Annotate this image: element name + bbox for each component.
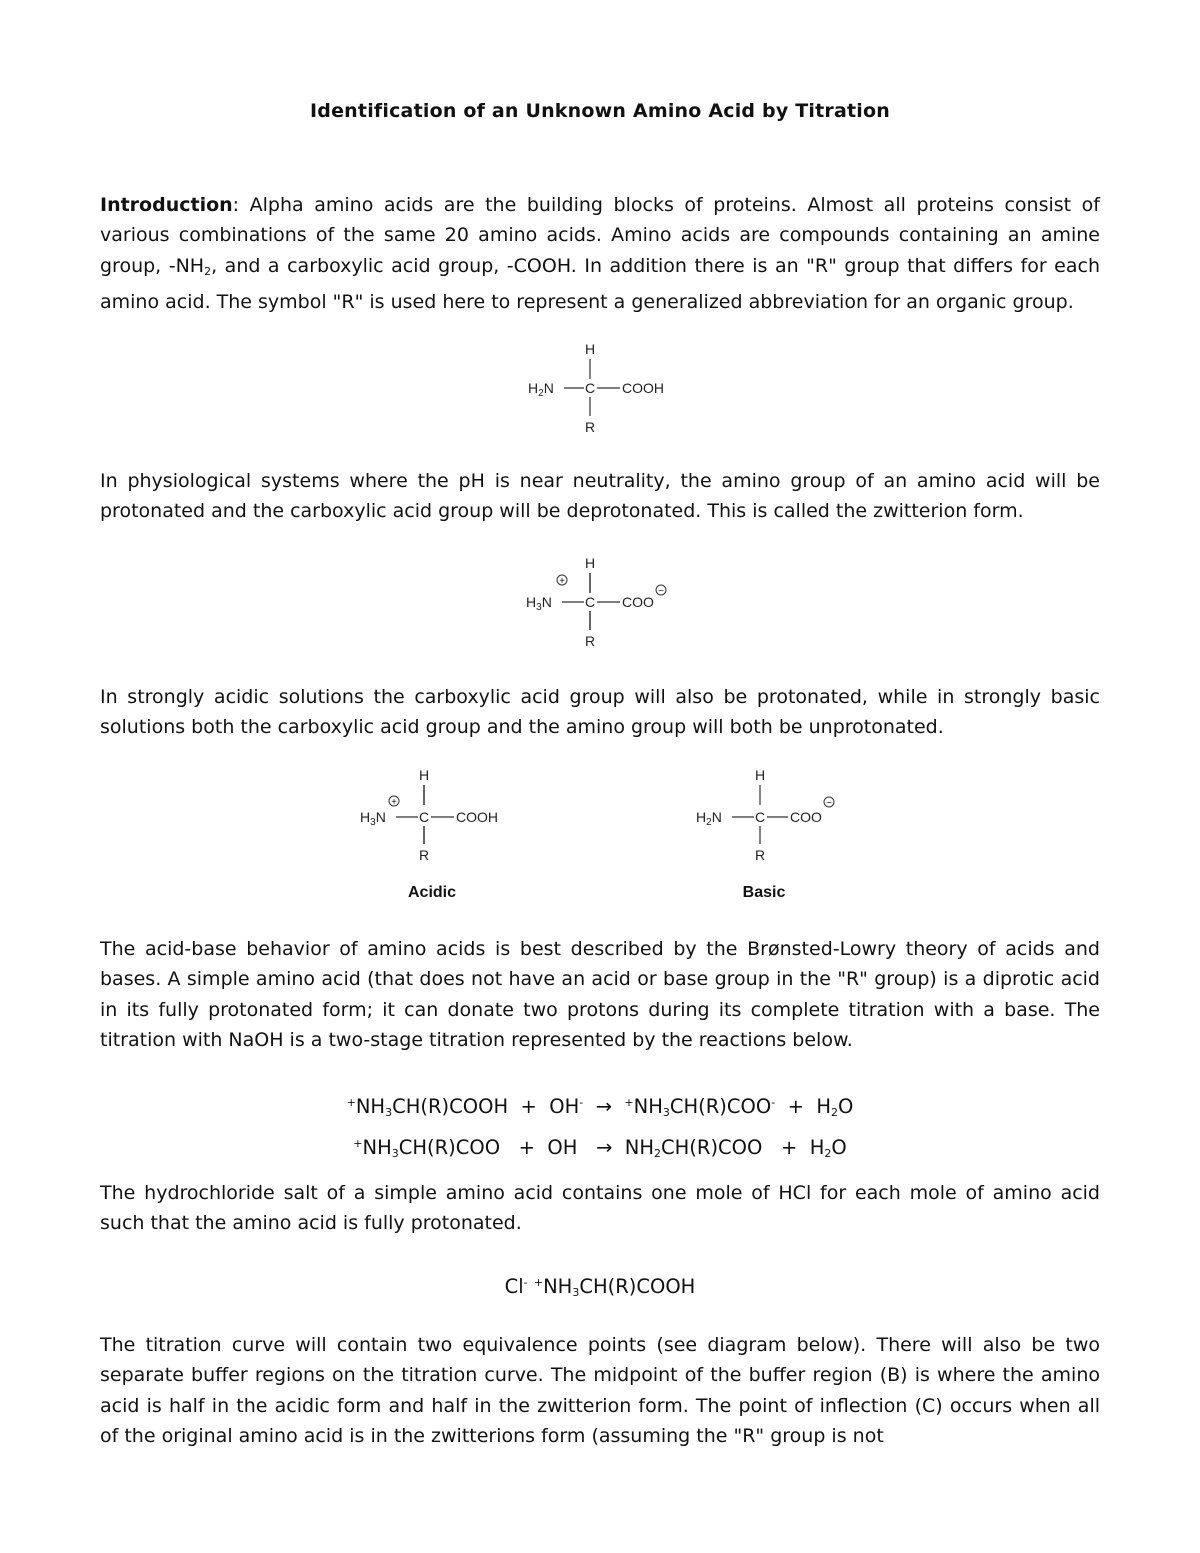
- generic-r-label: R: [584, 419, 596, 435]
- intro-text-1: : Alpha amino acids are the building blocks of proteins. Almost all proteins consist of various combinations of the same 20 amino acids. Amino acids are compounds containing an amine group, -NH: [100, 194, 1100, 277]
- basic-structure: [690, 764, 860, 864]
- acidic-right-label: COOH: [456, 809, 498, 825]
- page-title: Identification of an Unknown Amino Acid by Titration: [310, 100, 890, 122]
- zwitterion-right-charge: −: [658, 586, 664, 597]
- acidic-r-label: R: [418, 847, 430, 863]
- intro-nh2-subscript: 2: [204, 264, 212, 278]
- bronsted-paragraph: The acid-base behavior of amino acids is best described by the Brønsted-Lowry theory of acids and bases. A simple amino acid (that does not have an acid or base group in the "R" group) is a diprotic acid in its fully protonated form; it can donate two protons during its complete titration with a base. The titration with NaOH is a two-stage titration represented by the reactions below.: [100, 938, 1100, 1051]
- generic-h-label: H: [584, 341, 596, 357]
- generic-right-label: COOH: [622, 380, 664, 396]
- acidic-left-charge: +: [391, 797, 397, 808]
- basic-r-label: R: [754, 847, 766, 863]
- reaction-2: $^+NH_3CH(R)COO$ + OH → $NH_2CH(R)COO + H_2O$: [353, 1135, 847, 1160]
- acidic-h-label: H: [418, 767, 430, 783]
- generic-amino-acid-structure: [520, 338, 690, 438]
- acidic-left-label: $H_3N$: [360, 809, 386, 828]
- basic-h-label: H: [754, 767, 766, 783]
- intro-paragraph: [100, 190, 1100, 317]
- hydrochloride-formula: Cl- $^+NH_3CH(R)COOH$: [504, 1275, 696, 1299]
- basic-left-label: $H_2N$: [696, 809, 722, 828]
- intro-text-2: , and a carboxylic acid group, -COOH. In addition there is an "R" group that differs for each amino acid. The symbol "R" is used here to represent a generalized abbreviation for an organic group.: [100, 254, 1101, 313]
- acidic-center-label: C: [418, 809, 430, 825]
- zwitterion-paragraph: In physiological systems where the pH is near neutrality, the amino group of an amino acid will be protonated and the carboxylic acid group will be deprotonated. This is called the zwitterion form.: [100, 470, 1100, 523]
- zwitterion-left-charge: +: [559, 576, 565, 587]
- acidic-structure: [354, 764, 524, 864]
- basic-right-label: COO: [790, 809, 822, 825]
- acidic-caption: Acidic: [407, 884, 456, 901]
- generic-center-label: C: [584, 380, 596, 396]
- zwitterion-center-label: C: [584, 594, 596, 610]
- acid-base-paragraph: In strongly acidic solutions the carboxylic acid group will also be protonated, while in strongly basic solutions both the carboxylic acid group and the amino group will both be unprotonated.: [100, 686, 1100, 739]
- hydrochloride-paragraph: The hydrochloride salt of a simple amino acid contains one mole of HCl for each mole of amino acid such that the amino acid is fully protonated.: [100, 1182, 1100, 1235]
- intro-heading: Introduction: [100, 194, 233, 216]
- zwitterion-structure: [520, 552, 690, 652]
- generic-left-label: $H_2N$: [528, 380, 554, 399]
- basic-caption: Basic: [742, 884, 786, 901]
- titration-curve-paragraph: The titration curve will contain two equivalence points (see diagram below). There will also be two separate buffer regions on the titration curve. The midpoint of the buffer region (B) is where the amino acid is half in the acidic form and half in the zwitterion form. The point of inflection (C) occurs when all of the original amino acid is in the zwitterions form (assuming the "R" group is not: [100, 1334, 1100, 1447]
- zwitterion-right-label: COO: [622, 594, 654, 610]
- titration-reactions: [0, 1088, 1200, 1169]
- reaction-1: $^+NH_3CH(R)COOH + OH^- \to ^+NH_3CH(R)COO^- + H_2O$: [346, 1095, 854, 1119]
- zwitterion-r-label: R: [584, 633, 596, 649]
- basic-center-label: C: [754, 809, 766, 825]
- zwitterion-left-label: $H_3N$: [526, 594, 552, 613]
- basic-right-charge: −: [826, 798, 832, 809]
- zwitterion-h-label: H: [584, 555, 596, 571]
